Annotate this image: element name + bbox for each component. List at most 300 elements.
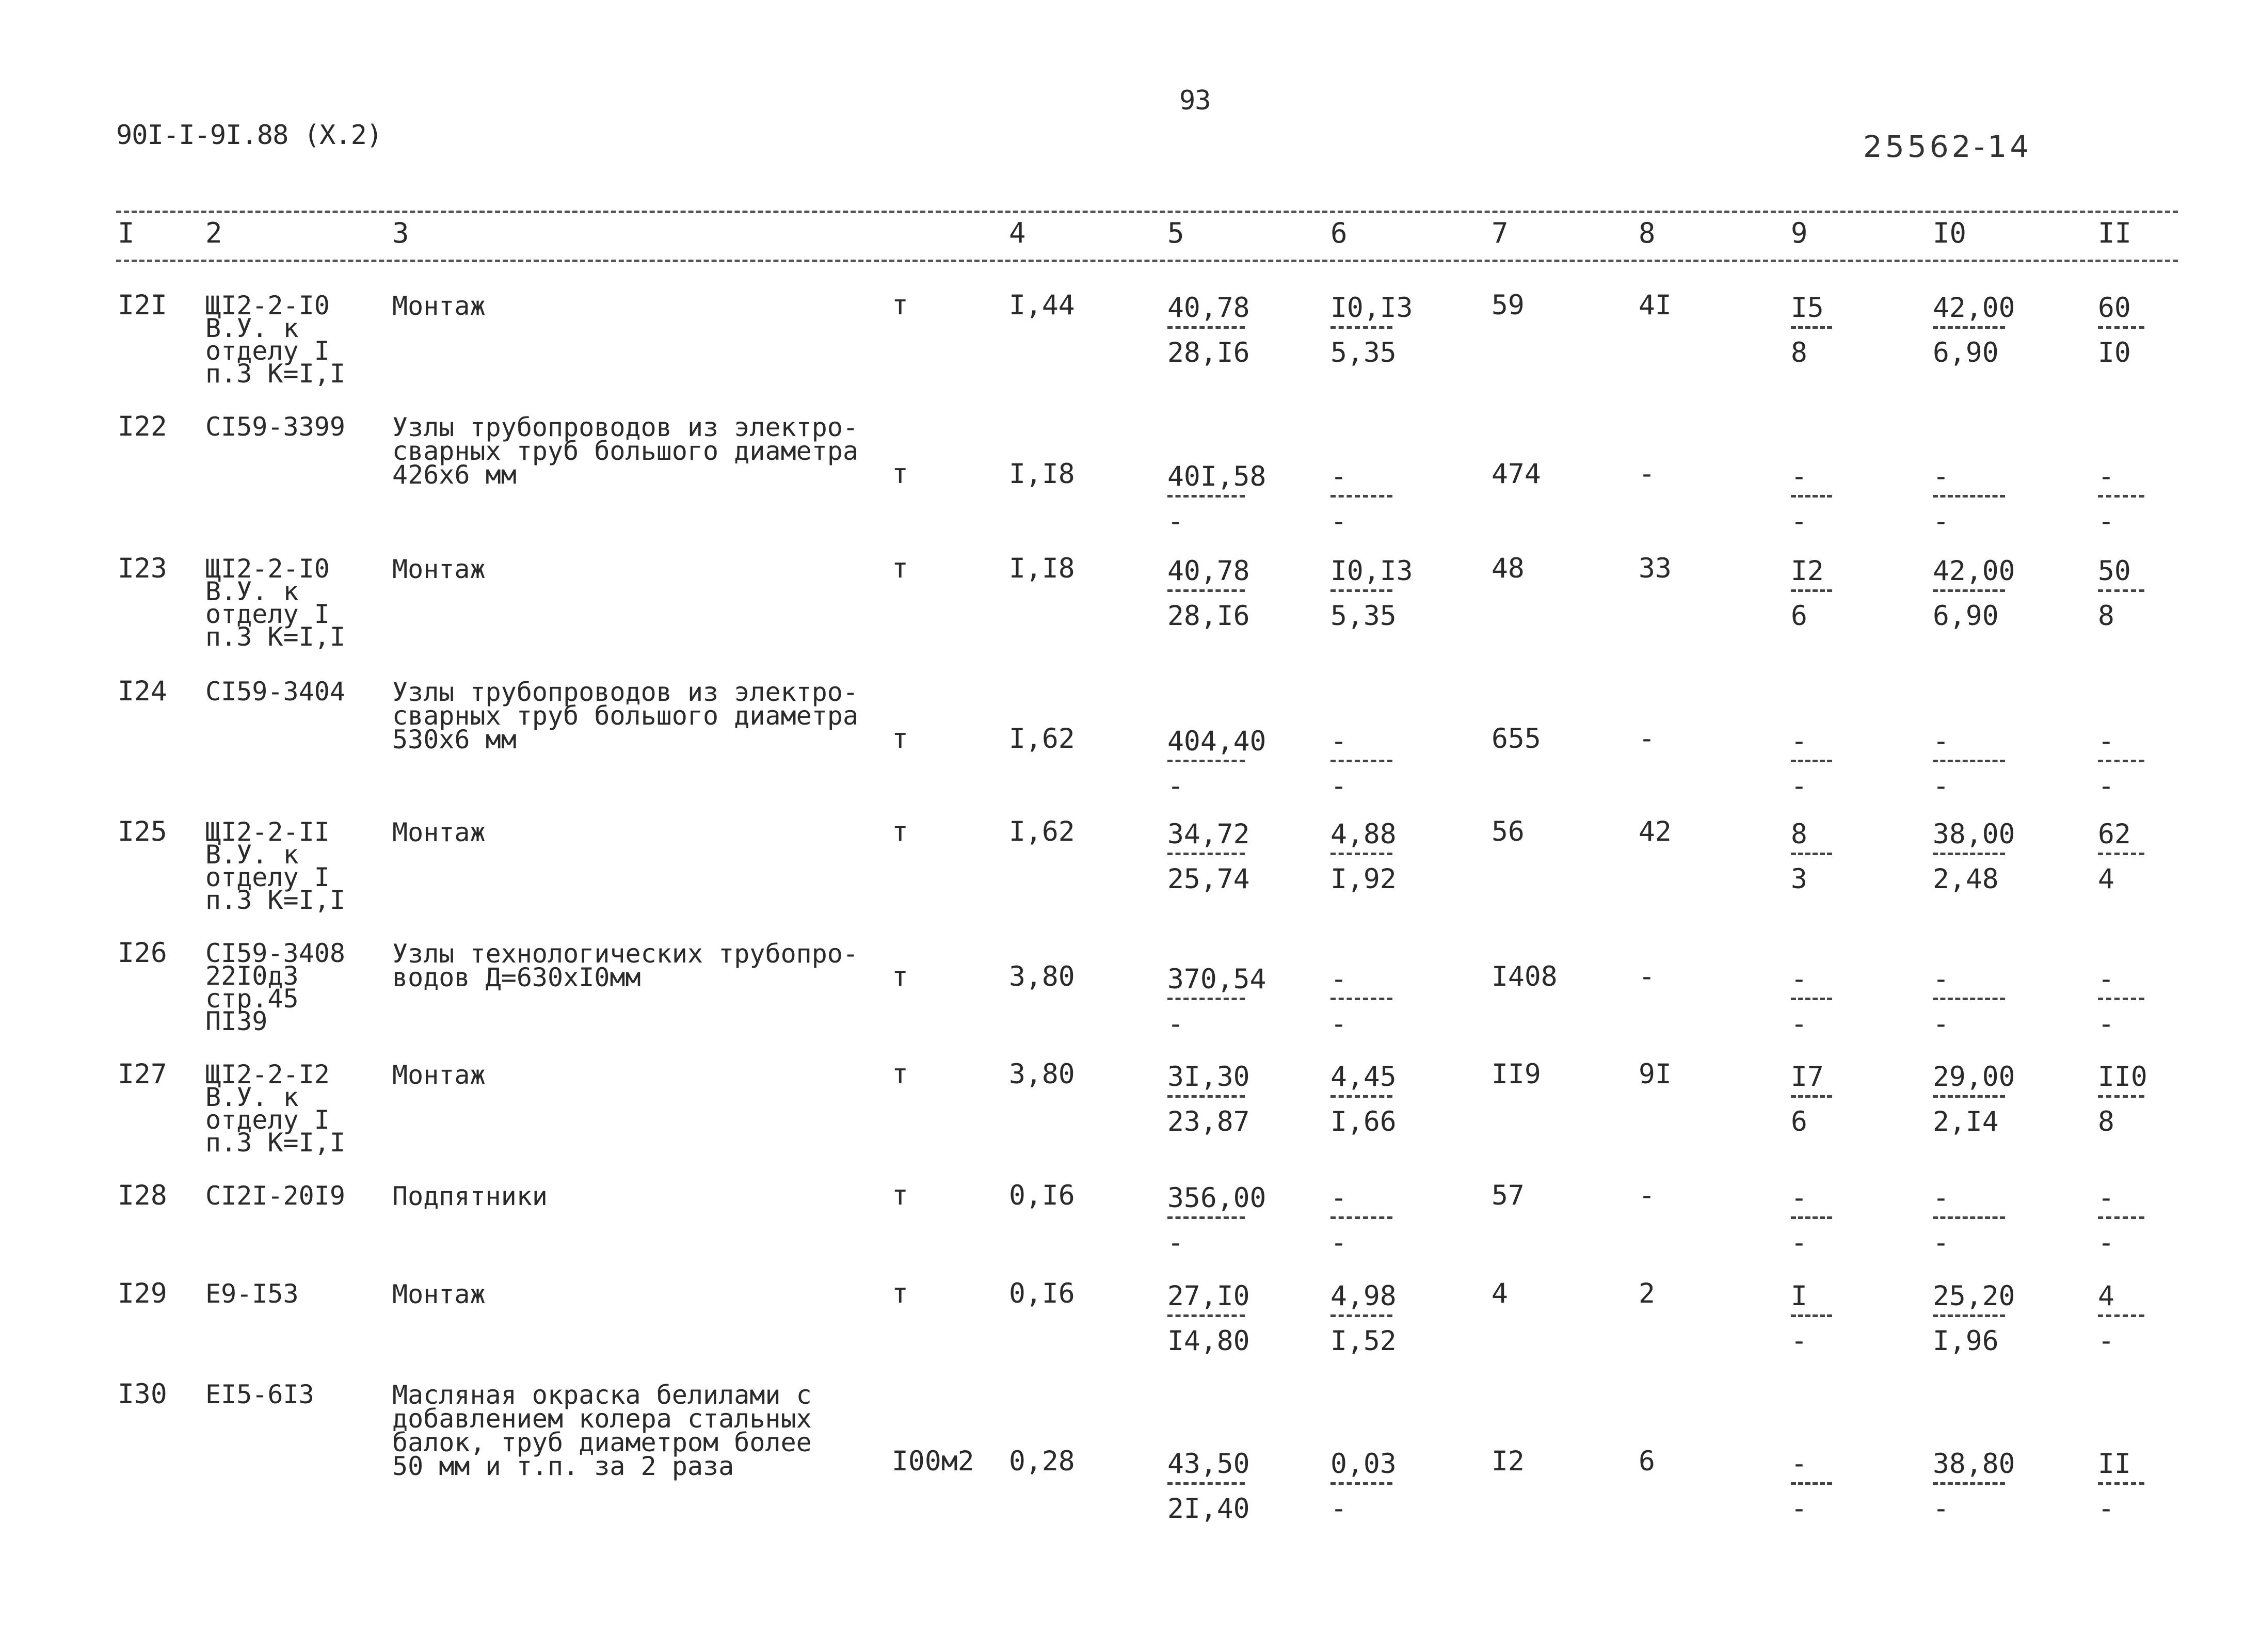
fraction-numerator: 40I,58 — [1167, 461, 1266, 492]
fraction-numerator: 60 — [2098, 292, 2131, 324]
work-description-line: Узлы трубопроводов из электро- — [392, 412, 859, 442]
fraction-numerator: 356,00 — [1167, 1182, 1266, 1214]
fraction-bar — [1167, 760, 1245, 762]
fraction-denominator: 2,48 — [1933, 863, 1999, 895]
fraction-bar — [1330, 1482, 1392, 1485]
fraction-denominator: - — [1791, 1325, 1807, 1357]
fraction-c5 — [1167, 1280, 1250, 1357]
fraction-numerator: - — [2098, 726, 2114, 757]
norm-code — [205, 1181, 345, 1211]
fraction-c6 — [1330, 728, 1392, 801]
col-header-3: 3 — [392, 217, 409, 249]
norm-code-line: п.3 К=I,I — [205, 622, 345, 652]
fraction-numerator: 34,72 — [1167, 819, 1250, 850]
fraction-denominator: - — [2098, 1227, 2114, 1259]
col7-value: I408 — [1492, 961, 1558, 992]
fraction-numerator: - — [1933, 1182, 1949, 1214]
fraction-bar — [1933, 495, 2005, 498]
fraction-bar — [1791, 760, 1832, 762]
fraction-bar — [1167, 495, 1245, 498]
col8-value: - — [1639, 1180, 1655, 1211]
col7-value: 48 — [1492, 553, 1525, 584]
fraction-c5 — [1167, 726, 1266, 802]
quantity: I,I8 — [1009, 458, 1075, 490]
fraction-denominator: - — [1933, 771, 1949, 802]
norm-code-line: СI59-3399 — [205, 412, 345, 442]
fraction-bar — [1167, 853, 1245, 855]
work-description-line: 426х6 мм — [392, 460, 517, 490]
fraction-bar — [1791, 326, 1832, 329]
fraction-bar — [1791, 998, 1832, 1000]
fraction-denominator: - — [1933, 1493, 1949, 1525]
work-description — [392, 554, 486, 584]
fraction-denominator: - — [2098, 1493, 2114, 1525]
work-description — [392, 939, 859, 992]
col-header-7: 7 — [1492, 217, 1509, 249]
fraction-numerator: I0,I3 — [1330, 292, 1413, 324]
fraction-numerator: - — [2098, 1182, 2114, 1214]
fraction-c6 — [1330, 292, 1413, 368]
fraction-bar — [1933, 1095, 2005, 1098]
norm-code-line: отделу I — [205, 862, 330, 892]
row-number: I22 — [118, 411, 167, 442]
norm-code-line: отделу I — [205, 599, 330, 629]
fraction-bar — [1933, 589, 2005, 592]
fraction-denominator: - — [1330, 771, 1347, 802]
col7-value: 57 — [1492, 1180, 1525, 1211]
fraction-bar — [2098, 495, 2144, 498]
fraction-denominator: - — [1167, 771, 1184, 802]
fraction-bar — [1330, 589, 1392, 592]
row-number: I30 — [118, 1378, 167, 1410]
fraction-c9 — [1791, 1450, 1832, 1524]
norm-code-line: отделу I — [205, 336, 330, 366]
fraction-c11 — [2098, 1061, 2147, 1137]
fraction-c6 — [1330, 819, 1397, 895]
fraction-c6 — [1330, 1061, 1397, 1137]
fraction-bar — [1167, 326, 1245, 329]
col-header-2: 2 — [205, 217, 222, 249]
fraction-denominator: 3 — [1791, 863, 1807, 895]
fraction-bar — [1791, 1095, 1832, 1098]
col-header-11: II — [2098, 217, 2132, 249]
norm-code-line: СI59-3408 — [205, 938, 345, 968]
fraction-denominator: - — [2098, 1008, 2114, 1040]
fraction-numerator: II — [2098, 1448, 2131, 1480]
fraction-numerator: 38,00 — [1933, 819, 2015, 850]
fraction-denominator: - — [1791, 1008, 1807, 1040]
col7-value: 56 — [1492, 816, 1525, 847]
fraction-c10 — [1933, 1061, 2015, 1137]
fraction-denominator: - — [1330, 1493, 1347, 1525]
quantity: 3,80 — [1009, 1058, 1075, 1090]
fraction-numerator: - — [1933, 726, 1949, 757]
fraction-c11 — [2098, 966, 2144, 1039]
fraction-numerator: I5 — [1791, 292, 1824, 324]
quantity: 0,28 — [1009, 1446, 1075, 1477]
row-number: I2I — [118, 290, 167, 321]
row-number: I23 — [118, 553, 167, 584]
fraction-c10 — [1933, 463, 2005, 537]
fraction-numerator: - — [1933, 964, 1949, 995]
document-code: 90I-I-9I.88 (X.2) — [116, 120, 382, 151]
work-description-line: Монтаж — [392, 291, 486, 321]
col8-value: 2 — [1639, 1278, 1655, 1309]
norm-code-line: п.3 К=I,I — [205, 1128, 345, 1158]
fraction-numerator: I7 — [1791, 1061, 1824, 1093]
fraction-bar — [1933, 760, 2005, 762]
fraction-c6 — [1330, 555, 1413, 632]
fraction-c6 — [1330, 1280, 1397, 1357]
fraction-denominator: - — [1791, 1493, 1807, 1525]
work-description-line: Монтаж — [392, 554, 486, 584]
fraction-numerator: 40,78 — [1167, 292, 1250, 324]
unit-of-measure: т — [892, 1180, 908, 1211]
work-description — [392, 817, 486, 847]
fraction-bar — [1167, 998, 1245, 1000]
norm-code-line: ПI39 — [205, 1006, 268, 1036]
work-description-line: Подпятники — [392, 1181, 548, 1211]
norm-code-line: ЩI2-2-I2 — [205, 1060, 330, 1089]
fraction-c10 — [1933, 1184, 2005, 1258]
fraction-denominator: 6,90 — [1933, 600, 1999, 632]
fraction-bar — [1791, 1314, 1832, 1317]
fraction-numerator: 4,98 — [1330, 1280, 1397, 1312]
fraction-numerator: - — [2098, 964, 2114, 995]
fraction-numerator: - — [1330, 964, 1347, 995]
fraction-denominator: I,96 — [1933, 1325, 1999, 1357]
fraction-bar — [1330, 326, 1392, 329]
fraction-numerator: 25,20 — [1933, 1280, 2015, 1312]
fraction-c10 — [1933, 819, 2015, 895]
fraction-c10 — [1933, 555, 2015, 632]
quantity: I,62 — [1009, 816, 1075, 847]
fraction-numerator: 404,40 — [1167, 726, 1266, 757]
fraction-bar — [1933, 1482, 2005, 1485]
col7-value: 474 — [1492, 458, 1541, 490]
fraction-c9 — [1791, 1184, 1832, 1258]
norm-code-line: стр.45 — [205, 984, 299, 1014]
fraction-bar — [2098, 998, 2144, 1000]
work-description-line: балок, труб диаметром более — [392, 1428, 812, 1457]
quantity: 0,I6 — [1009, 1278, 1075, 1309]
fraction-numerator: 40,78 — [1167, 555, 1250, 587]
norm-code-line: п.3 К=I,I — [205, 359, 345, 389]
fraction-denominator: 6,90 — [1933, 337, 1999, 368]
work-description — [392, 291, 486, 321]
fraction-numerator: - — [1791, 461, 1807, 492]
col8-value: 6 — [1639, 1446, 1655, 1477]
norm-code-line: Е9-I53 — [205, 1279, 299, 1309]
fraction-bar — [1791, 495, 1832, 498]
fraction-numerator: 4,88 — [1330, 819, 1397, 850]
col7-value: 4 — [1492, 1278, 1508, 1309]
fraction-bar — [2098, 1314, 2144, 1317]
fraction-c9 — [1791, 294, 1832, 368]
fraction-denominator: - — [1791, 506, 1807, 537]
row-number: I25 — [118, 816, 167, 847]
fraction-bar — [2098, 1095, 2144, 1098]
norm-code-line: В.У. к — [205, 1082, 299, 1112]
fraction-bar — [1933, 853, 2005, 855]
col7-value: I2 — [1492, 1446, 1525, 1477]
fraction-c10 — [1933, 292, 2015, 368]
fraction-numerator: - — [1330, 726, 1347, 757]
fraction-c11 — [2098, 821, 2144, 894]
fraction-numerator: 0,03 — [1330, 1448, 1397, 1480]
work-description — [392, 1380, 812, 1481]
work-description-line: Монтаж — [392, 1060, 486, 1090]
col8-value: 33 — [1639, 553, 1672, 584]
unit-of-measure: т — [892, 816, 908, 847]
fraction-c11 — [2098, 1450, 2144, 1524]
col7-value: 59 — [1492, 290, 1525, 321]
fraction-c5 — [1167, 819, 1250, 895]
norm-code-line: В.У. к — [205, 840, 299, 870]
work-description-line: сварных труб большого диаметра — [392, 436, 859, 466]
fraction-c11 — [2098, 1184, 2144, 1258]
unit-of-measure: т — [892, 723, 908, 755]
fraction-c11 — [2098, 294, 2144, 368]
fraction-c5 — [1167, 1448, 1250, 1525]
fraction-denominator: 2I,40 — [1167, 1493, 1250, 1525]
fraction-bar — [1167, 1482, 1245, 1485]
col-header-5: 5 — [1167, 217, 1184, 249]
header-bottom-rule — [116, 260, 2178, 262]
fraction-c10 — [1933, 728, 2005, 801]
fraction-c5 — [1167, 292, 1250, 368]
fraction-denominator: I4,80 — [1167, 1325, 1250, 1357]
fraction-denominator: 6 — [1791, 600, 1807, 632]
norm-code-line: 22I0д3 — [205, 961, 299, 991]
page-number: 93 — [1179, 85, 1211, 116]
fraction-denominator: I,66 — [1330, 1106, 1397, 1137]
fraction-numerator: 4 — [2098, 1280, 2114, 1312]
fraction-bar — [2098, 589, 2144, 592]
fraction-c11 — [2098, 1282, 2144, 1356]
fraction-bar — [1933, 1314, 2005, 1317]
fraction-denominator: 2,I4 — [1933, 1106, 1999, 1137]
norm-code-line: ЕI5-6I3 — [205, 1380, 314, 1409]
col-header-6: 6 — [1330, 217, 1348, 249]
work-description-line: 530х6 мм — [392, 725, 517, 755]
fraction-numerator: - — [1330, 461, 1347, 492]
fraction-bar — [2098, 760, 2144, 762]
row-number: I28 — [118, 1180, 167, 1211]
fraction-numerator: 43,50 — [1167, 1448, 1250, 1480]
norm-code — [205, 554, 345, 652]
unit-of-measure: I00м2 — [892, 1446, 974, 1477]
fraction-c11 — [2098, 557, 2144, 631]
fraction-denominator: - — [1167, 1008, 1184, 1040]
work-description-line: Узлы технологических трубопро- — [392, 939, 859, 969]
fraction-denominator: I,52 — [1330, 1325, 1397, 1357]
fraction-numerator: 38,80 — [1933, 1448, 2015, 1480]
fraction-bar — [1791, 1216, 1832, 1219]
work-description-line: Монтаж — [392, 817, 486, 847]
norm-code-line: ЩI2-2-I0 — [205, 554, 330, 584]
fraction-bar — [1933, 998, 2005, 1000]
quantity: I,44 — [1009, 290, 1075, 321]
fraction-denominator: 8 — [2098, 1106, 2114, 1137]
fraction-denominator: 8 — [1791, 337, 1807, 368]
col8-value: 4I — [1639, 290, 1672, 321]
fraction-numerator: - — [1791, 1448, 1807, 1480]
fraction-denominator: - — [1933, 1227, 1949, 1259]
quantity: I,I8 — [1009, 553, 1075, 584]
fraction-bar — [1330, 998, 1392, 1000]
fraction-bar — [2098, 1482, 2144, 1485]
fraction-denominator: - — [2098, 771, 2114, 802]
fraction-c10 — [1933, 1448, 2015, 1525]
fraction-denominator: - — [1791, 771, 1807, 802]
fraction-denominator: - — [1791, 1227, 1807, 1259]
fraction-denominator: 23,87 — [1167, 1106, 1250, 1137]
unit-of-measure: т — [892, 1058, 908, 1090]
work-description — [392, 1279, 486, 1309]
fraction-bar — [1330, 853, 1392, 855]
fraction-numerator: - — [1933, 461, 1949, 492]
fraction-c9 — [1791, 966, 1832, 1039]
fraction-numerator: I0,I3 — [1330, 555, 1413, 587]
fraction-c5 — [1167, 461, 1266, 537]
fraction-denominator: 8 — [2098, 600, 2114, 632]
fraction-c9 — [1791, 821, 1832, 894]
norm-code-line: В.У. к — [205, 313, 299, 343]
fraction-bar — [1167, 1216, 1245, 1219]
row-number: I24 — [118, 676, 167, 707]
fraction-bar — [1167, 1314, 1245, 1317]
norm-code — [205, 1060, 345, 1158]
fraction-bar — [2098, 853, 2144, 855]
fraction-denominator: 25,74 — [1167, 863, 1250, 895]
work-description-line: Монтаж — [392, 1279, 486, 1309]
norm-code — [205, 1279, 299, 1309]
work-description-line: водов Д=630хI0мм — [392, 963, 641, 992]
unit-of-measure: т — [892, 458, 908, 490]
fraction-denominator: - — [2098, 1325, 2114, 1357]
norm-code — [205, 412, 345, 442]
work-description-line: сварных труб большого диаметра — [392, 701, 859, 731]
fraction-c9 — [1791, 1063, 1832, 1137]
work-description-line: Масляная окраска белилами с — [392, 1380, 812, 1410]
fraction-bar — [1330, 495, 1392, 498]
norm-code-line: СI2I-20I9 — [205, 1181, 345, 1211]
fraction-c5 — [1167, 555, 1250, 632]
row-number: I26 — [118, 937, 167, 969]
norm-code-line: СI59-3404 — [205, 677, 345, 707]
col-header-10: I0 — [1933, 217, 1967, 249]
fraction-bar — [1933, 326, 2005, 329]
norm-code — [205, 817, 345, 915]
fraction-bar — [1791, 589, 1832, 592]
fraction-c5 — [1167, 1182, 1266, 1259]
fraction-denominator: - — [1167, 506, 1184, 537]
fraction-denominator: 6 — [1791, 1106, 1807, 1137]
col8-value: 42 — [1639, 816, 1672, 847]
fraction-denominator: 28,I6 — [1167, 337, 1250, 368]
col-header-8: 8 — [1639, 217, 1656, 249]
fraction-bar — [1330, 1095, 1392, 1098]
fraction-bar — [1791, 1482, 1832, 1485]
fraction-numerator: II0 — [2098, 1061, 2147, 1093]
work-description — [392, 677, 859, 755]
fraction-bar — [2098, 326, 2144, 329]
quantity: 0,I6 — [1009, 1180, 1075, 1211]
unit-of-measure: т — [892, 1278, 908, 1309]
norm-code — [205, 1380, 314, 1409]
fraction-numerator: 370,54 — [1167, 964, 1266, 995]
fraction-denominator: I0 — [2098, 337, 2131, 368]
fraction-numerator: 50 — [2098, 555, 2131, 587]
norm-code — [205, 938, 345, 1036]
unit-of-measure: т — [892, 553, 908, 584]
fraction-numerator: 42,00 — [1933, 555, 2015, 587]
fraction-c9 — [1791, 557, 1832, 631]
fraction-denominator: I,92 — [1330, 863, 1397, 895]
fraction-numerator: 62 — [2098, 819, 2131, 850]
row-number: I29 — [118, 1278, 167, 1309]
fraction-denominator: - — [1330, 506, 1347, 537]
col-header-4: 4 — [1009, 217, 1026, 249]
fraction-bar — [1167, 589, 1245, 592]
norm-code-line: ЩI2-2-I0 — [205, 291, 330, 320]
fraction-c5 — [1167, 1061, 1250, 1137]
fraction-numerator: - — [1791, 1182, 1807, 1214]
col7-value: II9 — [1492, 1058, 1541, 1090]
fraction-c9 — [1791, 1282, 1832, 1356]
col-header-1: I — [118, 217, 135, 249]
fraction-c10 — [1933, 966, 2005, 1039]
fraction-bar — [1933, 1216, 2005, 1219]
fraction-bar — [1791, 853, 1832, 855]
unit-of-measure: т — [892, 961, 908, 992]
col8-value: - — [1639, 723, 1655, 755]
work-description-line: Узлы трубопроводов из электро- — [392, 677, 859, 707]
fraction-denominator: - — [1330, 1008, 1347, 1040]
fraction-bar — [1330, 1216, 1392, 1219]
fraction-c9 — [1791, 728, 1832, 801]
fraction-denominator: 5,35 — [1330, 600, 1397, 632]
col8-value: - — [1639, 458, 1655, 490]
work-description — [392, 1181, 548, 1211]
fraction-c6 — [1330, 966, 1392, 1039]
fraction-bar — [1330, 1314, 1392, 1317]
handwritten-stamp: 25562-14 — [1863, 129, 2032, 164]
fraction-c5 — [1167, 964, 1266, 1040]
norm-code — [205, 677, 345, 707]
header-top-rule — [116, 211, 2178, 213]
norm-code-line: ЩI2-2-II — [205, 817, 330, 847]
fraction-denominator: - — [1330, 1227, 1347, 1259]
norm-code-line: отделу I — [205, 1105, 330, 1135]
unit-of-measure: т — [892, 290, 908, 321]
fraction-numerator: 42,00 — [1933, 292, 2015, 324]
col7-value: 655 — [1492, 723, 1541, 755]
col8-value: - — [1639, 961, 1655, 992]
fraction-c6 — [1330, 1184, 1392, 1258]
norm-code — [205, 291, 345, 389]
fraction-numerator: - — [2098, 461, 2114, 492]
fraction-numerator: - — [1791, 964, 1807, 995]
fraction-denominator: - — [1167, 1227, 1184, 1259]
fraction-numerator: 8 — [1791, 819, 1807, 850]
fraction-numerator: - — [1330, 1182, 1347, 1214]
fraction-numerator: 29,00 — [1933, 1061, 2015, 1093]
fraction-denominator: 4 — [2098, 863, 2114, 895]
work-description-line: добавлением колера стальных — [392, 1404, 812, 1434]
work-description — [392, 412, 859, 490]
